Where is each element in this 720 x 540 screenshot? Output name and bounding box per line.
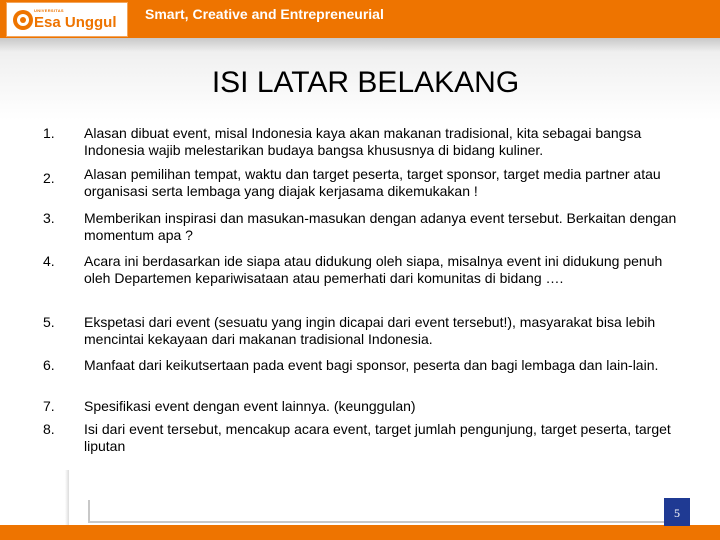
logo-caption: UNIVERSITAS xyxy=(34,8,64,13)
logo-text: Esa Unggul xyxy=(34,14,117,31)
frame-divider xyxy=(88,521,688,523)
frame-divider xyxy=(88,500,90,522)
list-item: Memberikan inspirasi dan masukan-masukan dengan adanya event tersebut. Berkaitan dengan momentum apa ? xyxy=(84,210,677,243)
list-number: 4. xyxy=(43,253,55,269)
footer-bar xyxy=(0,525,720,540)
slide-title: ISI LATAR BELAKANG xyxy=(211,66,520,99)
list-number: 2. xyxy=(43,170,55,186)
list-number: 8. xyxy=(43,421,55,437)
list-item: Spesifikasi event dengan event lainnya. (keunggulan) xyxy=(84,398,416,414)
page-number: 5 xyxy=(674,506,680,520)
list-number: 7. xyxy=(43,398,55,414)
list-item: Ekspetasi dari event (sesuatu yang ingin dicapai dari event tersebut!), masyarakat bisa lebih mencintai kekayaan dari makanan tradisional Indonesia. xyxy=(84,314,656,347)
list-number: 1. xyxy=(43,125,55,141)
list-item: Alasan pemilihan tempat, waktu dan target peserta, target sponsor, target media partner atau organisasi serta lembaga yang diajak kerjasama dikemukakan ! xyxy=(84,166,661,199)
list-number: 6. xyxy=(43,357,55,373)
list-number: 3. xyxy=(43,210,55,226)
page-number-box xyxy=(664,498,690,526)
list-number: 5. xyxy=(43,314,55,330)
list-item: Isi dari event tersebut, mencakup acara event, target jumlah pengunjung, target peserta, target liputan xyxy=(84,421,671,454)
list-item: Manfaat dari keikutsertaan pada event bagi sponsor, peserta dan bagi lembaga dan lain-lain. xyxy=(84,357,659,373)
tagline: Smart, Creative and Entrepreneurial xyxy=(145,6,384,22)
list-item: Alasan dibuat event, misal Indonesia kaya akan makanan tradisional, kita sebagai bangsa Indonesia wajib melestarikan budaya bangsa khususnya di bidang kuliner. xyxy=(84,125,642,158)
list-item: Acara ini berdasarkan ide siapa atau didukung oleh siapa, misalnya event ini didukung penuh oleh Departemen kepariwisataan atau pemerhati dari komunitas di bidang …. xyxy=(84,253,663,286)
